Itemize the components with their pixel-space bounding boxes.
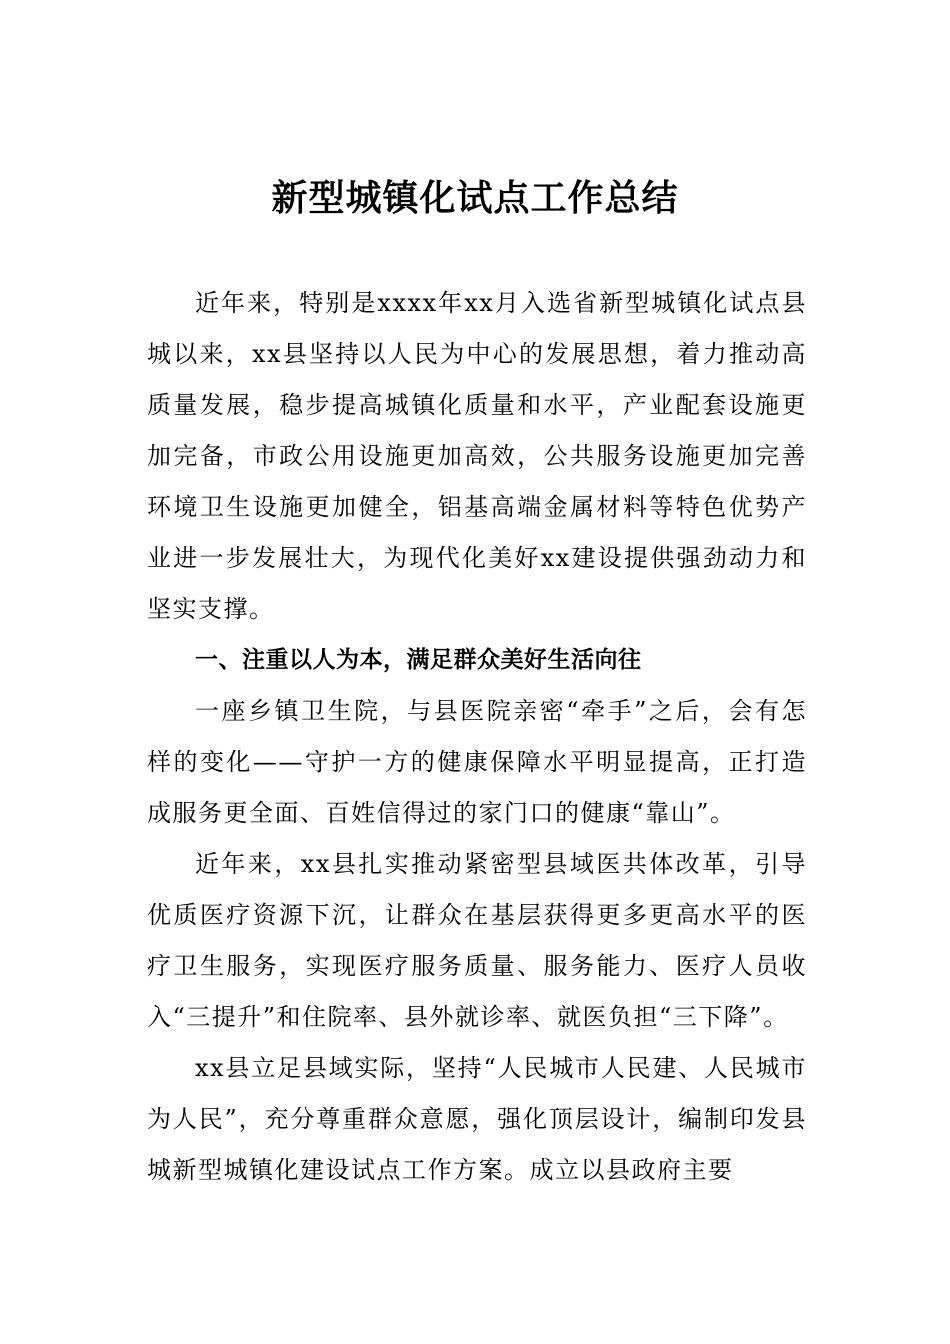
document-body	[147, 278, 807, 1196]
section1-paragraph-2: 近年来，xx县扎实推动紧密型县域医共体改革，引导优质医疗资源下沉，让群众在基层获得更多更高水平的医疗卫生服务，实现医疗服务质量、服务能力、医疗人员收入“三提升”和住院率、县外就诊率、就医负担“三下降”。	[147, 850, 807, 1031]
section1-paragraph-3: xx县立足县域实际，坚持“人民城市人民建、人民城市为人民”，充分尊重群众意愿，强化顶层设计，编制印发县城新型城镇化建设试点工作方案。成立以县政府主要	[147, 1054, 807, 1184]
section1-paragraph-1: 一座乡镇卫生院，与县医院亲密“牵手”之后，会有怎样的变化——守护一方的健康保障水平明显提高，正打造成服务更全面、百姓信得过的家门口的健康“靠山”。	[147, 697, 807, 827]
document-title: 新型城镇化试点工作总结	[271, 177, 679, 219]
intro-paragraph: 近年来，特别是xxxx年xx月入选省新型城镇化试点县城以来，xx县坚持以人民为中心的发展思想，着力推动高质量发展，稳步提高城镇化质量和水平，产业配套设施更加完备，市政公用设施更加高效，公共服务设施更加完善环境卫生设施更加健全，铝基高端金属材料等特色优势产业进一步发展壮大，为现代化美好xx建设提供强劲动力和坚实支撑。	[147, 289, 807, 623]
section-heading-1: 一、注重以人为本，满足群众美好生活向往	[195, 647, 642, 673]
